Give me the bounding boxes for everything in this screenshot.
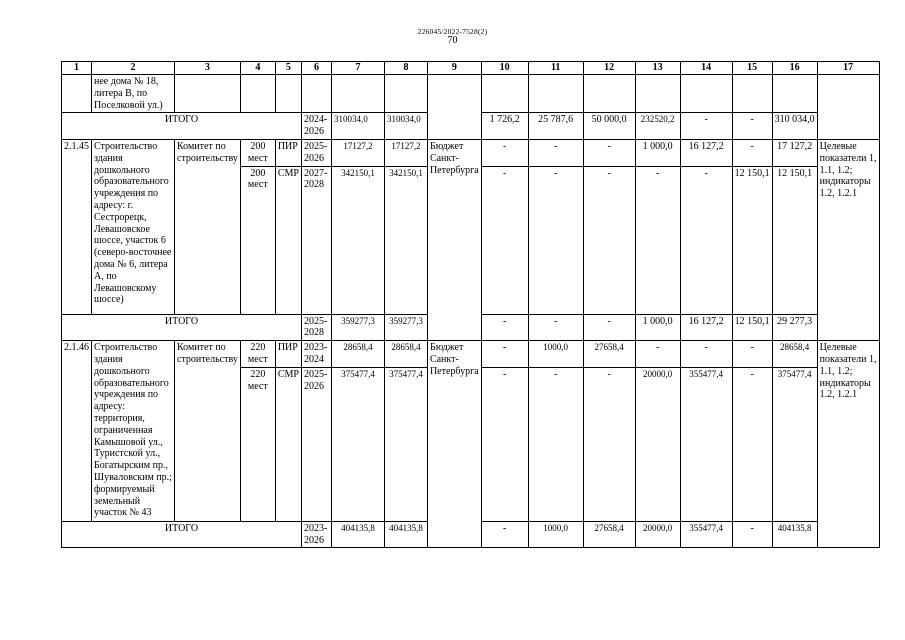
item-row-2-1-46: [62, 341, 880, 368]
object-name: Строительство здания дошкольного образовательного учреждения по адресу: г. Сестрорецк, Левашовское шоссе, участок 6 (северо-восточнее дома № 6, литера А, по Левашовскому шоссе): [92, 139, 175, 314]
value-cell: 1 726,2: [481, 113, 528, 140]
years: 2025-2026: [301, 367, 331, 521]
column-number: 14: [680, 62, 732, 75]
value-cell: 20000,0: [635, 367, 680, 521]
value-cell: 355477,4: [680, 367, 732, 521]
value-cell: -: [583, 166, 635, 314]
value-cell: -: [635, 166, 680, 314]
cost: 28658,4: [331, 341, 384, 368]
total-cost: 404135,8: [384, 521, 427, 548]
column-number: 4: [240, 62, 275, 75]
value-cell: 12 150,1: [732, 166, 772, 314]
value-cell: 375477,4: [772, 367, 817, 521]
value-cell: -: [481, 521, 528, 548]
value-cell: 12 150,1: [732, 314, 772, 341]
item-number: 2.1.45: [62, 139, 92, 314]
value-cell: 17 127,2: [772, 139, 817, 166]
capacity: 200 мест: [240, 139, 275, 166]
capacity: 200 мест: [240, 166, 275, 314]
value-cell: -: [732, 139, 772, 166]
value-cell: -: [732, 367, 772, 521]
page-number: 70: [447, 35, 458, 46]
work-type: СМР: [275, 166, 301, 314]
value-cell: -: [481, 314, 528, 341]
value-cell: -: [528, 367, 583, 521]
column-number-row: [62, 62, 880, 75]
column-number: 15: [732, 62, 772, 75]
customer: Комитет по строительству: [175, 341, 241, 522]
column-number: 10: [481, 62, 528, 75]
total-cost: 404135,8: [331, 521, 384, 548]
value-cell: -: [680, 113, 732, 140]
document-id: 226045/2022-7528(2): [417, 27, 488, 36]
item-row-2-1-45: [62, 139, 880, 166]
value-cell: -: [528, 139, 583, 166]
work-type: ПИР: [275, 139, 301, 166]
value-cell: -: [680, 341, 732, 368]
itogo-label: ИТОГО: [62, 521, 302, 548]
value-cell: -: [583, 314, 635, 341]
column-number: 5: [275, 62, 301, 75]
total-cost: 310034,0: [384, 113, 427, 140]
years: 2023-2024: [301, 341, 331, 368]
column-number: 1: [62, 62, 92, 75]
value-cell: -: [732, 521, 772, 548]
value-cell: 355477,4: [680, 521, 732, 548]
column-number: 17: [817, 62, 879, 75]
total-cost: 359277,3: [384, 314, 427, 341]
years: 2027-2028: [301, 166, 331, 314]
value-cell: -: [481, 341, 528, 368]
value-cell: 1 000,0: [635, 314, 680, 341]
value-cell: -: [732, 113, 772, 140]
column-number: 16: [772, 62, 817, 75]
years: 2025-2028: [301, 314, 331, 341]
value-cell: 1 000,0: [635, 139, 680, 166]
column-number: 3: [175, 62, 241, 75]
continuation-row: [62, 75, 880, 113]
value-cell: -: [583, 139, 635, 166]
work-type: СМР: [275, 367, 301, 521]
work-type: ПИР: [275, 341, 301, 368]
value-cell: -: [732, 341, 772, 368]
value-cell: 310 034,0: [772, 113, 817, 140]
value-cell: 16 127,2: [680, 314, 732, 341]
value-cell: 27658,4: [583, 521, 635, 548]
itogo-label: ИТОГО: [62, 113, 302, 140]
value-cell: -: [528, 166, 583, 314]
years: 2025-2026: [301, 139, 331, 166]
value-cell: -: [528, 314, 583, 341]
column-number: 6: [301, 62, 331, 75]
value-cell: 1000,0: [528, 521, 583, 548]
value-cell: 28658,4: [772, 341, 817, 368]
value-cell: -: [635, 341, 680, 368]
column-number: 7: [331, 62, 384, 75]
budget-table: [61, 61, 880, 548]
value-cell: 29 277,3: [772, 314, 817, 341]
indicators: Целевые показатели 1, 1.1, 1.2; индикаторы 1.2, 1.2.1: [817, 139, 879, 340]
funding-source: Бюджет Санкт-Петербурга: [427, 341, 481, 548]
years: 2023-2026: [301, 521, 331, 548]
column-number: 2: [92, 62, 175, 75]
cost: 342150,1: [331, 166, 384, 314]
cost: 17127,2: [384, 139, 427, 166]
column-number: 9: [427, 62, 481, 75]
value-cell: -: [481, 166, 528, 314]
funding-source: Бюджет Санкт-Петербурга: [427, 139, 481, 340]
cost: 375477,4: [331, 367, 384, 521]
indicators: Целевые показатели 1, 1.1, 1.2; индикаторы 1.2, 1.2.1: [817, 341, 879, 548]
cost: 17127,2: [331, 139, 384, 166]
object-name: Строительство здания дошкольного образовательного учреждения по адресу: территория, ограниченная Камышовой ул., Туристской ул., Богатырским пр., Шуваловским пр.; формируемый земельный участок № 43: [92, 341, 175, 522]
value-cell: 50 000,0: [583, 113, 635, 140]
value-cell: -: [481, 367, 528, 521]
cost: 342150,1: [384, 166, 427, 314]
value-cell: 404135,8: [772, 521, 817, 548]
value-cell: 12 150,1: [772, 166, 817, 314]
column-number: 11: [528, 62, 583, 75]
capacity: 220 мест: [240, 341, 275, 368]
column-number: 8: [384, 62, 427, 75]
total-cost: 359277,3: [331, 314, 384, 341]
column-number: 12: [583, 62, 635, 75]
value-cell: -: [583, 367, 635, 521]
value-cell: 25 787,6: [528, 113, 583, 140]
value-cell: 20000,0: [635, 521, 680, 548]
total-cost: 310034,0: [331, 113, 384, 140]
value-cell: 1000,0: [528, 341, 583, 368]
value-cell: 16 127,2: [680, 139, 732, 166]
column-number: 13: [635, 62, 680, 75]
capacity: 220 мест: [240, 367, 275, 521]
item-number: 2.1.46: [62, 341, 92, 522]
cost: 28658,4: [384, 341, 427, 368]
value-cell: 27658,4: [583, 341, 635, 368]
years: 2024-2026: [301, 113, 331, 140]
customer: Комитет по строительству: [175, 139, 241, 314]
cost: 375477,4: [384, 367, 427, 521]
value-cell: -: [481, 139, 528, 166]
value-cell: -: [680, 166, 732, 314]
object-name: нее дома № 18, литера В, по Поселковой ул.): [92, 75, 175, 113]
itogo-label: ИТОГО: [62, 314, 302, 341]
value-cell: 232520,2: [635, 113, 680, 140]
